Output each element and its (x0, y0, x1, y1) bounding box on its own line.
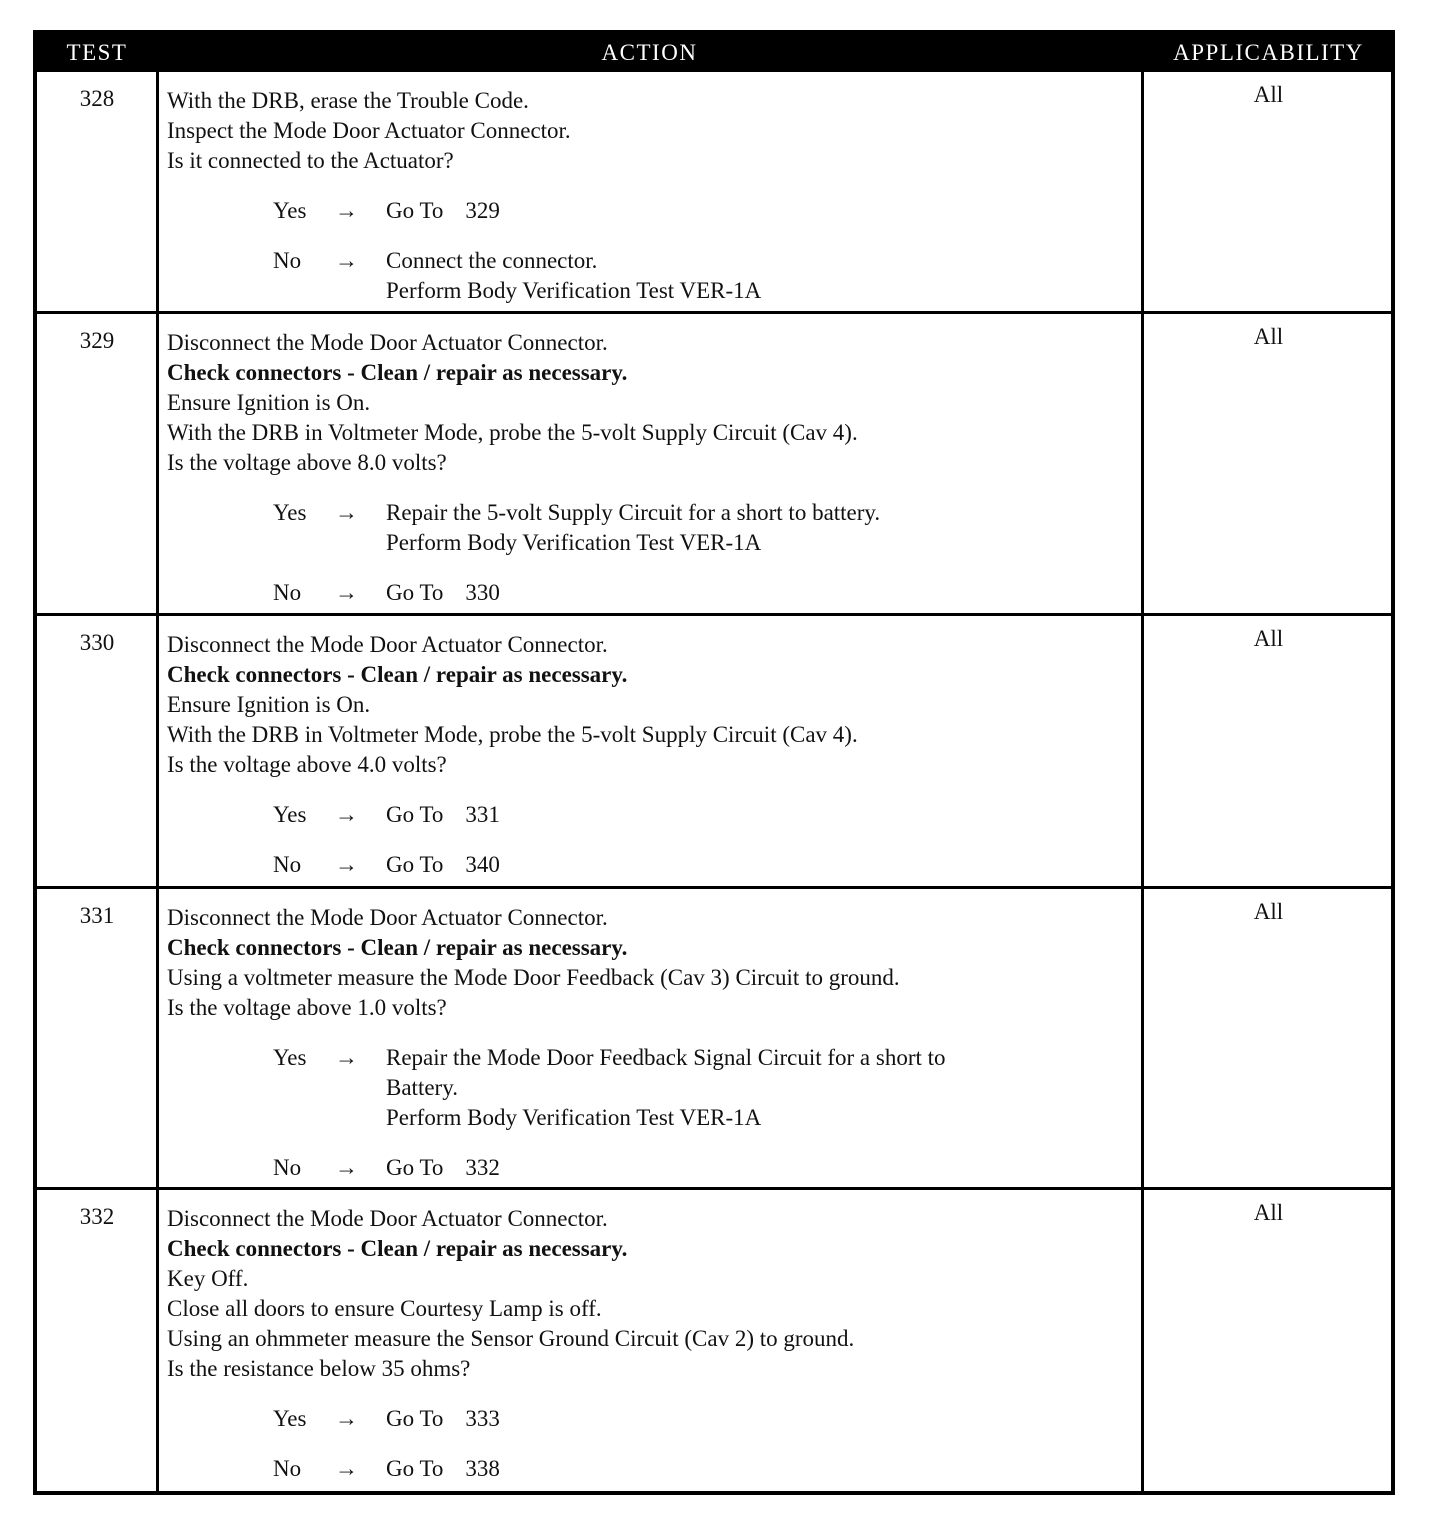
table-header (37, 34, 1391, 72)
yes-label: Yes (273, 198, 307, 223)
action-line: Is the voltage above 4.0 volts? (167, 752, 447, 777)
test-number: 331 (79, 903, 115, 928)
goto-result: Go To 333 (386, 1406, 500, 1431)
yes-branch (167, 498, 1142, 558)
action-line: Is the resistance below 35 ohms? (167, 1356, 471, 1381)
action-line: Using a voltmeter measure the Mode Door Feedback (Cav 3) Circuit to ground. (167, 965, 900, 990)
arrow-icon: → (335, 852, 358, 877)
yes-branch (167, 196, 1142, 226)
arrow-icon: → (335, 248, 358, 273)
action-line: Is the voltage above 1.0 volts? (167, 995, 447, 1020)
test-number: 329 (79, 328, 115, 353)
no-branch (167, 1454, 1142, 1484)
table-row (37, 889, 1391, 1187)
no-label: No (273, 248, 302, 273)
no-branch (167, 1153, 1142, 1183)
test-number: 328 (79, 86, 115, 111)
yes-branch (167, 1043, 1142, 1133)
no-branch (167, 850, 1142, 880)
no-label: No (273, 1155, 302, 1180)
action-line: Is the voltage above 8.0 volts? (167, 450, 447, 475)
action-cell (167, 903, 1142, 1183)
header-applicability: APPLICABILITY (1173, 40, 1364, 65)
action-cell (167, 630, 1142, 880)
table-row (37, 314, 1391, 613)
goto-result: Go To 340 (386, 852, 500, 877)
goto-result: Go To 332 (386, 1155, 500, 1180)
diagnostic-table (33, 30, 1395, 1495)
goto-result: Go To 330 (386, 580, 500, 605)
action-line: Key Off. (167, 1266, 249, 1291)
applicability-value: All (1253, 82, 1284, 107)
yes-label: Yes (273, 802, 307, 827)
yes-label: Yes (273, 1406, 307, 1431)
goto-result: Go To 329 (386, 198, 500, 223)
no-label: No (273, 1456, 302, 1481)
action-line-bold: Check connectors - Clean / repair as necessary. (167, 662, 628, 687)
action-line: Ensure Ignition is On. (167, 390, 371, 415)
no-label: No (273, 852, 302, 877)
action-line: Using an ohmmeter measure the Sensor Ground Circuit (Cav 2) to ground. (167, 1326, 855, 1351)
applicability-value: All (1253, 324, 1284, 349)
action-line-bold: Check connectors - Clean / repair as necessary. (167, 360, 628, 385)
applicability-value: All (1253, 626, 1284, 651)
arrow-icon: → (335, 580, 358, 605)
result-line: Perform Body Verification Test VER-1A (386, 278, 762, 303)
yes-branch (167, 1404, 1142, 1434)
result-line: Repair the 5-volt Supply Circuit for a short to battery. (386, 500, 881, 525)
yes-label: Yes (273, 1045, 307, 1070)
yes-branch (167, 800, 1142, 830)
action-line: Is it connected to the Actuator? (167, 148, 454, 173)
goto-result: Go To 331 (386, 802, 500, 827)
action-line: Disconnect the Mode Door Actuator Connector. (167, 905, 608, 930)
table-row (37, 1190, 1391, 1490)
header-action: ACTION (601, 40, 698, 65)
action-line: With the DRB in Voltmeter Mode, probe the 5-volt Supply Circuit (Cav 4). (167, 722, 858, 747)
arrow-icon: → (335, 1155, 358, 1180)
applicability-value: All (1253, 899, 1284, 924)
result-line: Battery. (386, 1075, 458, 1100)
result-line: Connect the connector. (386, 248, 598, 273)
goto-result: Go To 338 (386, 1456, 500, 1481)
no-label: No (273, 580, 302, 605)
table-row (37, 72, 1391, 311)
action-cell (167, 328, 1142, 608)
arrow-icon: → (335, 198, 358, 223)
arrow-icon: → (335, 802, 358, 827)
arrow-icon: → (335, 1406, 358, 1431)
action-line: Disconnect the Mode Door Actuator Connector. (167, 330, 608, 355)
applicability-value: All (1253, 1200, 1284, 1225)
result-line: Perform Body Verification Test VER-1A (386, 1105, 762, 1130)
action-line-bold: Check connectors - Clean / repair as necessary. (167, 935, 628, 960)
table-row (37, 616, 1391, 886)
header-test: TEST (66, 40, 128, 65)
no-branch (167, 578, 1142, 608)
no-branch (167, 246, 1142, 306)
action-line: With the DRB, erase the Trouble Code. (167, 88, 529, 113)
action-line: Ensure Ignition is On. (167, 692, 371, 717)
action-cell (167, 1204, 1142, 1484)
arrow-icon: → (335, 1456, 358, 1481)
test-number: 332 (79, 1204, 115, 1229)
action-line: Close all doors to ensure Courtesy Lamp is off. (167, 1296, 602, 1321)
arrow-icon: → (335, 500, 358, 525)
action-line-bold: Check connectors - Clean / repair as necessary. (167, 1236, 628, 1261)
result-line: Repair the Mode Door Feedback Signal Circuit for a short to (386, 1045, 946, 1070)
action-line: Inspect the Mode Door Actuator Connector. (167, 118, 571, 143)
test-number: 330 (79, 630, 115, 655)
yes-label: Yes (273, 500, 307, 525)
action-line: Disconnect the Mode Door Actuator Connector. (167, 1206, 608, 1231)
action-line: With the DRB in Voltmeter Mode, probe the 5-volt Supply Circuit (Cav 4). (167, 420, 858, 445)
action-cell (167, 86, 1142, 306)
arrow-icon: → (335, 1045, 358, 1070)
action-line: Disconnect the Mode Door Actuator Connector. (167, 632, 608, 657)
result-line: Perform Body Verification Test VER-1A (386, 530, 762, 555)
